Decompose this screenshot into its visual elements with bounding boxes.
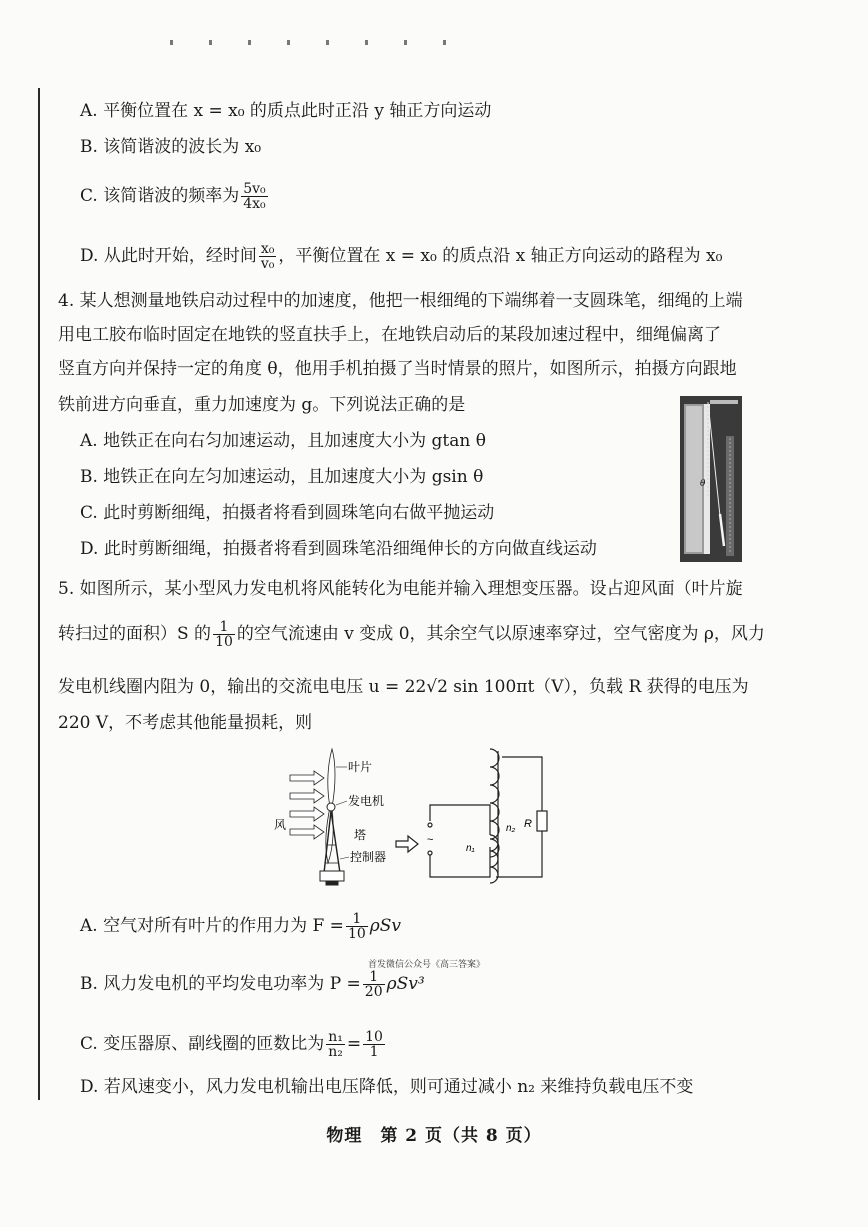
q4-option-d: D. 此时剪断细绳，拍摄者将看到圆珠笔沿细绳伸长的方向做直线运动: [80, 539, 597, 559]
q5-option-b-text: B. 风力发电机的平均发电功率为 P =: [80, 974, 361, 994]
fraction-denominator: 4x₀: [243, 196, 266, 212]
q5-stem-line-4: 220 V，不考虑其他能量损耗，则: [58, 713, 313, 733]
q4-option-c: C. 此时剪断细绳，拍摄者将看到圆珠笔向右做平抛运动: [80, 503, 495, 523]
q4-option-b: B. 地铁正在向左匀加速运动，且加速度大小为 gsin θ: [80, 467, 484, 487]
wind-turbine-icon: [320, 749, 344, 885]
q5-stem-line-2: [58, 620, 765, 649]
q5-stem-line-2-tail: 的空气流速由 v 变成 0，其余空气以原速率穿过，空气密度为 ρ，风力: [236, 624, 765, 644]
q4-stem-line-3: 竖直方向并保持一定的角度 θ，他用手机拍摄了当时情景的照片，如图所示，拍摄方向跟地: [58, 359, 737, 379]
wind-arrows-icon: [290, 771, 324, 839]
subway-photo: [680, 396, 742, 562]
q3-option-c-text: C. 该简谐波的频率为: [80, 186, 240, 206]
fraction-numerator: 1: [213, 620, 235, 635]
q3-option-c-fraction: [241, 182, 267, 211]
fraction-numerator: 1: [346, 912, 368, 927]
q5-stem-line-3: 发电机线圈内阻为 0，输出的交流电电压 u = 22√2 sin 100πt（V），负载 R 获得的电压为: [58, 677, 749, 697]
q3-option-a: A. 平衡位置在 x = x₀ 的质点此时正沿 y 轴正方向运动: [80, 101, 492, 121]
fraction-denominator: n₂: [328, 1044, 343, 1060]
transformer-circuit-icon: [428, 749, 547, 883]
q5-option-c-fraction-2: [363, 1030, 385, 1059]
q3-option-b: B. 该简谐波的波长为 x₀: [80, 137, 262, 157]
n2-label: n₂: [506, 823, 516, 834]
q4-stem-line-2: 用电工胶布临时固定在地铁的竖直扶手上，在地铁启动后的某段加速过程中，细绳偏离了: [58, 325, 721, 345]
fraction-numerator: x₀: [259, 242, 277, 257]
wind-label: 风: [274, 818, 287, 832]
fraction-numerator: 5v₀: [243, 181, 266, 197]
fraction-numerator: n₁: [328, 1029, 343, 1045]
theta-label: θ: [700, 479, 706, 489]
q5-option-a-fraction: [346, 912, 368, 941]
fraction-denominator: 1: [369, 1044, 379, 1060]
q5-option-d: D. 若风速变小，风力发电机输出电压降低，则可通过减小 n₂ 来维持负载电压不变: [80, 1077, 694, 1097]
q5-stem-fraction: [213, 620, 235, 649]
q5-option-b-tail: ρSv³: [386, 974, 425, 994]
watermark-text: 首发微信公众号《高三答案》: [368, 960, 486, 970]
ac-source-label: ~: [427, 834, 434, 846]
q4-option-a: A. 地铁正在向右匀加速运动，且加速度大小为 gtan θ: [80, 431, 486, 451]
n1-label: n₁: [466, 843, 475, 854]
q5-stem-line-1: 5. 如图所示，某小型风力发电机将风能转化为电能并输入理想变压器。设占迎风面（叶片旋: [58, 579, 743, 599]
q3-option-d-text-tail: ，平衡位置在 x = x₀ 的质点沿 x 轴正方向运动的路程为 x₀: [278, 246, 723, 266]
q3-option-d-text: D. 从此时开始，经时间: [80, 246, 257, 266]
fraction-denominator: 10: [215, 634, 233, 650]
page-footer: 物理 第 2 页（共 8 页）: [326, 1126, 542, 1146]
q5-option-a-tail: ρSv: [369, 916, 402, 936]
equals-sign: =: [346, 1034, 362, 1054]
q4-stem-line-1: 4. 某人想测量地铁启动过程中的加速度，他把一根细绳的下端绑着一支圆珠笔，细绳的上端: [58, 291, 743, 311]
q5-option-c-text: C. 变压器原、副线圈的匝数比为: [80, 1034, 325, 1054]
r-label: R: [524, 818, 532, 830]
controller-label: 控制器: [350, 850, 387, 864]
fraction-denominator: 10: [347, 926, 366, 942]
q3-option-c: [80, 182, 270, 211]
q5-stem-line-2-text: 转扫过的面积）S 的: [58, 624, 212, 644]
q5-option-b: [80, 970, 425, 999]
blade-label: 叶片: [348, 760, 373, 774]
fraction-numerator: 1: [363, 970, 385, 985]
q4-stem-line-4: 铁前进方向垂直，重力加速度为 g。下列说法正确的是: [58, 395, 466, 415]
q5-option-a: [80, 912, 401, 941]
q3-option-d-fraction: [259, 242, 277, 271]
generator-label: 发电机: [348, 794, 385, 808]
top-scan-marks: [170, 30, 490, 38]
q5-option-c-fraction-1: [326, 1030, 345, 1059]
q3-option-d: [80, 242, 722, 271]
q5-option-b-fraction: [363, 970, 385, 999]
fraction-denominator: 20: [364, 984, 383, 1000]
tower-label: 塔: [354, 828, 367, 842]
wind-turbine-transformer-figure: [270, 745, 570, 890]
hollow-arrow-icon: [396, 836, 418, 852]
q5-option-a-text: A. 空气对所有叶片的作用力为 F =: [80, 916, 344, 936]
fraction-denominator: v₀: [260, 256, 275, 272]
fraction-numerator: 10: [365, 1029, 383, 1045]
q5-option-c: [80, 1030, 387, 1059]
binding-margin-line: [38, 88, 40, 1100]
